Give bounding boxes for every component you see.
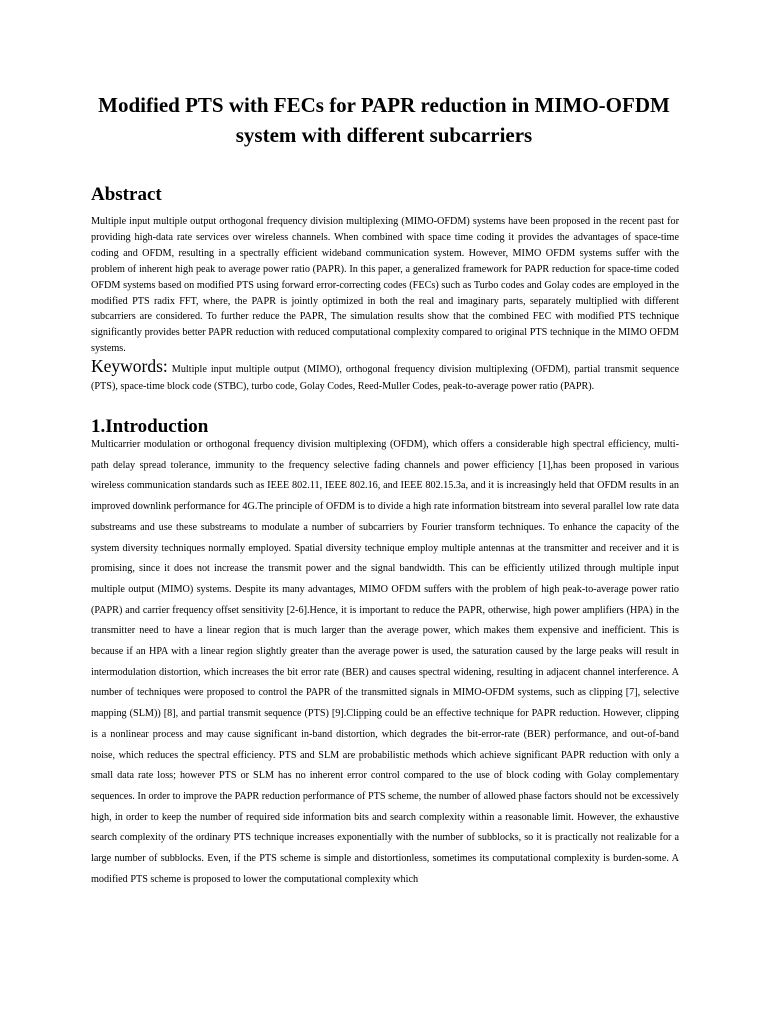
title-line-1: Modified PTS with FECs for PAPR reduction in MIMO-OFDM [98,93,670,117]
keywords-text: Multiple input multiple output (MIMO), orthogonal frequency division multiplexing (OFDM), partial transmit sequence (PTS), space-time block code (STBC), turbo code, Golay Codes, Reed-Muller Codes, peak-to-average power ratio (PAPR). [91,364,679,392]
introduction-text: Multicarrier modulation or orthogonal frequency division multiplexing (OFDM), which offers a considerable high spectral efficiency, multi-path delay spread tolerance, immunity to the frequency selective fading channels and power efficiency [1],has been proposed in various wireless communication standards such as IEEE 802.11, IEEE 802.16, and IEEE 802.15.3a, and it is increasingly held that OFDM results in an improved downlink performance for 4G.The principle of OFDM is to divide a high rate information bitstream into several parallel low rate data substreams and use these substreams to modulate a number of subcarriers by Fourier transform techniques. To enhance the capacity of the system diversity techniques normally employed. Spatial diversity technique employ multiple antennas at the transmitter and receiver and it is promising, since it does not increase the transmit power and the signal bandwidth. This can be efficiently utilized through multiple input multiple output (MIMO) systems. Despite its many advantages, MIMO OFDM suffers with the problem of high peak-to-average power ratio (PAPR) and carrier frequency offset sensitivity [2-6].Hence, it is important to reduce the PAPR, otherwise, high power amplifiers (HPA) in the transmitter need to have a linear region that is much larger than the average power, which makes them expensive and inefficient. This is because if an HPA with a linear region slightly greater than the average power is used, the saturation caused by the large peaks will result in intermodulation distortion, which increases the bit error rate (BER) and causes spectral widening, resulting in adjacent channel interference. A number of techniques were proposed to control the PAPR of the transmitted signals in MIMO-OFDM systems, such as clipping [7], selective mapping (SLM)) [8], and partial transmit sequence (PTS) [9].Clipping could be an effective technique for PAPR reduction. However, clipping is a nonlinear process and may cause significant in-band distortion, which degrades the bit-error-rate (BER) performance, and out-of-band noise, which reduces the spectral efficiency. PTS and SLM are probabilistic methods which achieve significant PAPR reduction with only a small data rate loss; however PTS or SLM has no inherent error control compared to the use of block coding with Golay complementary sequences. In order to improve the PAPR reduction performance of PTS scheme, the number of allowed phase factors should not be excessively high, in order to keep the number of required side information bits and search complexity within a reasonable limit. However, the exhaustive search complexity of the ordinary PTS technique increases exponentially with the number of subblocks, so it is practically not realizable for a large number of subblocks. Even, if the PTS scheme is simple and distortionless, sometimes its computational complexity is burden-some. A modified PTS scheme is proposed to lower the computational complexity which [91,439,679,885]
title-line-2: system with different subcarriers [235,123,533,147]
paper-title [60,90,708,150]
keywords-label: Keywords: [91,356,168,376]
introduction-heading: 1.Introduction [91,416,209,437]
abstract-heading: Abstract [91,184,162,205]
keywords-paragraph [91,358,679,395]
abstract-text: Multiple input multiple output orthogonal frequency division multiplexing (MIMO-OFDM) systems have been proposed in the recent past for providing high-data rate services over wireless channels. When combined with space time coding it provides the advantages of space-time coding and OFDM, resulting in a spectrally efficient wideband communication system. However, MIMO OFDM systems suffer with the problem of inherent high peak to average power ratio (PAPR). In this paper, a generalized framework for PAPR reduction for space-time coded OFDM systems based on modified PTS using forward error-correcting codes (FECs) such as Turbo codes and Golay codes are employed in the modified PTS radix FFT, where, the PAPR is jointly optimized in both the real and imaginary parts, separately multiplied with different subcarriers are considered. To further reduce the PAPR, The simulation results show that the combined FEC with modified PTS technique significantly provides better PAPR reduction with reduced computational complexity compared to original PTS technique in the MIMO OFDM systems. [91,216,679,355]
